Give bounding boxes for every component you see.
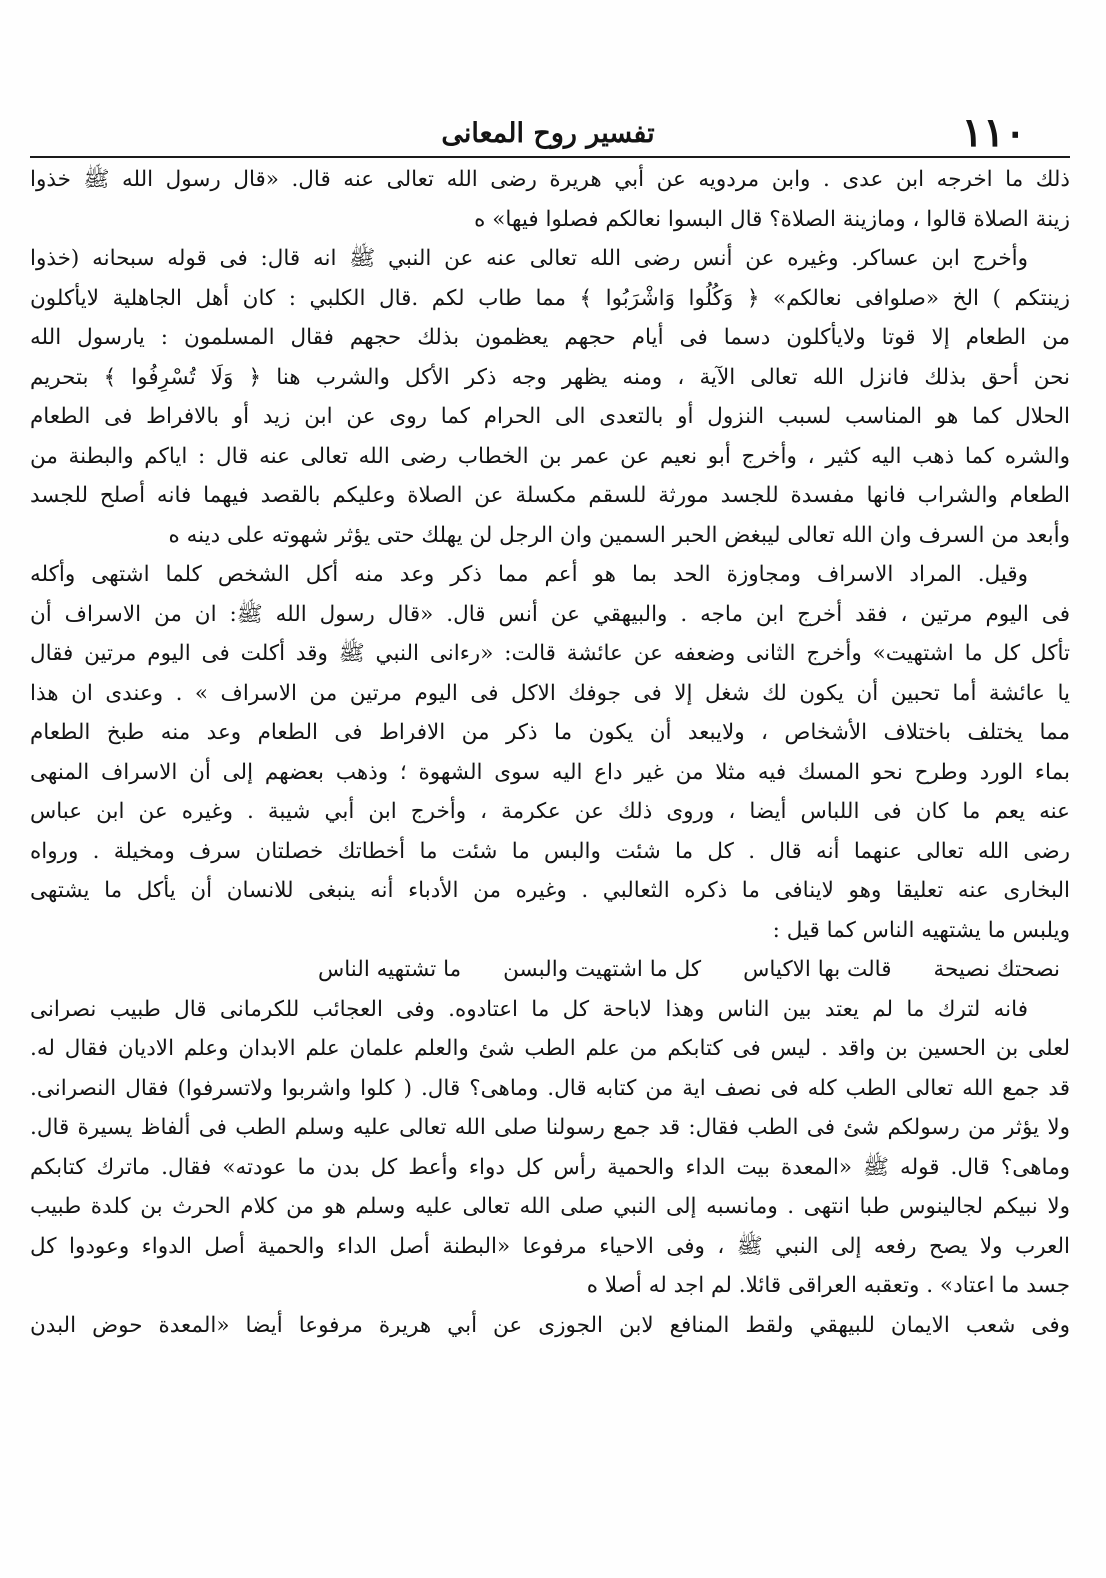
text-line: البخارى عنه تعليقا وهو لاينافى ما ذكره الثعالبي . وغيره من الأدباء أنه ينبغى للانسان أن يأكل ما يشتهى — [30, 878, 1070, 903]
text-line: بماء الورد وطرح نحو المسك فيه مثلا من غير داع اليه سوى الشهوة ؛ وذهب بعضهم إلى أن الاسراف المنهى — [30, 759, 1070, 785]
text-line: عنه يعم ما كان فى اللباس أيضا ، وروى ذلك عن عكرمة ، وأخرج ابن أبي شيبة . وغيره عن ابن عباس — [30, 799, 1070, 824]
text-line: الحلال كما هو المناسب لسبب النزول أو بالتعدى الى الحرام كما روى عن ابن زيد أو بالافراط فى الطعام — [30, 404, 1070, 429]
text-line: زينتكم ) الخ «صلوافى نعالكم» ﴿ وَكُلُوا وَاشْرَبُوا ﴾ مما طاب لكم .قال الكلبي : كان أهل الجاهلية لايأكلون — [30, 285, 1070, 311]
text-line: الطعام والشراب فانها مفسدة للجسد مورثة للسقم مكسلة عن الصلاة وعليكم بالقصد فيهما فانه أصلح للجسد — [30, 483, 1070, 508]
text-line: جسد ما اعتاد» . وتعقبه العراقى قائلا. لم اجد له أصلا ه — [586, 1273, 1070, 1298]
verse-hemistich: ما تشتهيه الناس — [318, 957, 462, 982]
text-line: العرب ولا يصح رفعه إلى النبي ﷺ ، وفى الاحياء مرفوعا «البطنة أصل الداء والحمية أصل الدواء وعودوا كل — [30, 1233, 1070, 1259]
page-body-text — [30, 160, 1070, 1345]
text-line: وأبعد من السرف وان الله تعالى ليبغض الحبر السمين وان الرجل لن يهلك حتى يؤثر شهوته على دينه ه — [168, 522, 1070, 548]
verse-hemistich: نصحتك نصيحة — [933, 957, 1060, 982]
running-title: تفسير روح المعانى — [441, 118, 655, 149]
verse-hemistich: قالت بها الاكياس — [743, 957, 892, 982]
text-line: ولا نبيكم لجالينوس طبا انتهى . ومانسبه إلى النبي صلى الله تعالى عليه وسلم هو من كلام الحرث بن كلدة طبيب — [30, 1194, 1070, 1219]
text-line: وماهى؟ قال. قوله ﷺ «المعدة بيت الداء والحمية رأس كل دواء وأعط كل بدن ما عودته» فقال. ماترك كتابكم — [30, 1154, 1070, 1180]
page-number: ١١٠ — [961, 109, 1026, 156]
page-header — [30, 110, 1066, 156]
text-line: ذلك ما اخرجه ابن عدى . وابن مردويه عن أبي هريرة رضى الله تعالى عنه قال. «قال رسول الله ﷺ خذوا — [30, 167, 1070, 192]
text-line: وقيل. المراد الاسراف ومجاوزة الحد بما هو أعم مما ذكر وعد منه أكل الشخص كلما اشتهى وأكله — [30, 562, 1028, 587]
text-line: فى اليوم مرتين ، فقد أخرج ابن ماجه . والبيهقي عن أنس قال. «قال رسول الله ﷺ: ان من الاسراف أن — [30, 601, 1070, 627]
text-line: تأكل كل ما اشتهيت» وأخرج الثانى وضعفه عن عائشة قالت: «رءانى النبي ﷺ وقد أكلت فى اليوم مرتين فقال — [30, 641, 1070, 666]
text-line: مما يختلف باختلاف الأشخاص ، ولايبعد أن يكون ما ذكر من الافراط فى الطعام وعد منه طبخ الطعام — [30, 720, 1070, 745]
text-line: فانه لترك ما لم يعتد بين الناس وهذا لاباحة كل ما اعتادوه. وفى العجائب للكرمانى قال طبيب نصرانى — [30, 996, 1028, 1022]
text-line: يا عائشة أما تحبين أن يكون لك شغل إلا فى جوفك الاكل فى اليوم مرتين من الاسراف » . وعندى ان هذا — [30, 680, 1070, 706]
text-line: ويلبس ما يشتهيه الناس كما قيل : — [772, 917, 1070, 943]
text-line: ولا يؤثر من رسولكم شئ فى الطب فقال: قد جمع رسولنا صلى الله تعالى عليه وسلم الطب فى ألفاظ يسيرة قال. — [30, 1115, 1070, 1140]
text-line: زينة الصلاة قالوا ، ومازينة الصلاة؟ قال البسوا نعالكم فصلوا فيها» ه — [474, 206, 1070, 232]
poem-verse — [30, 950, 1070, 990]
text-line: وأخرج ابن عساكر. وغيره عن أنس رضى الله تعالى عنه عن النبي ﷺ انه قال: فى قوله سبحانه (خذوا — [30, 246, 1028, 271]
text-line: رضى الله تعالى عنهما أنه قال . كل ما شئت والبس ما شئت ما أخطاتك خصلتان سرف ومخيلة . ورواه — [30, 838, 1070, 864]
text-line: من الطعام إلا قوتا ولايأكلون دسما فى أيام حجهم يعظمون بذلك حجهم فقال المسلمون : يارسول الله — [30, 325, 1070, 350]
text-line: قد جمع الله تعالى الطب كله فى نصف اية من كتابه قال. وماهى؟ قال. ( كلوا واشربوا ولاتسرفوا) فقال النصرانى. — [30, 1075, 1070, 1101]
verse-hemistich: كل ما اشتهيت والبسن — [503, 957, 702, 982]
text-line: نحن أحق بذلك فانزل الله تعالى الآية ، ومنه يظهر وجه ذكر الأكل والشرب هنا ﴿ وَلَا تُسْرِفُوا ﴾ بتحريم — [30, 364, 1070, 390]
header-rule — [30, 156, 1070, 158]
text-line: لعلى بن الحسين بن واقد . ليس فى كتابكم من علم الطب شئ والعلم علمان علم الابدان وعلم الاديان فقال له. — [30, 1036, 1070, 1061]
text-line: وفى شعب الايمان للبيهقي ولقط المنافع لابن الجوزى عن أبي هريرة مرفوعا أيضا «المعدة حوض البدن — [30, 1312, 1070, 1338]
text-line: والشره كما ذهب اليه كثير ، وأخرج أبو نعيم عن عمر بن الخطاب رضى الله تعالى عنه قال : اياكم والبطنة من — [30, 443, 1070, 469]
